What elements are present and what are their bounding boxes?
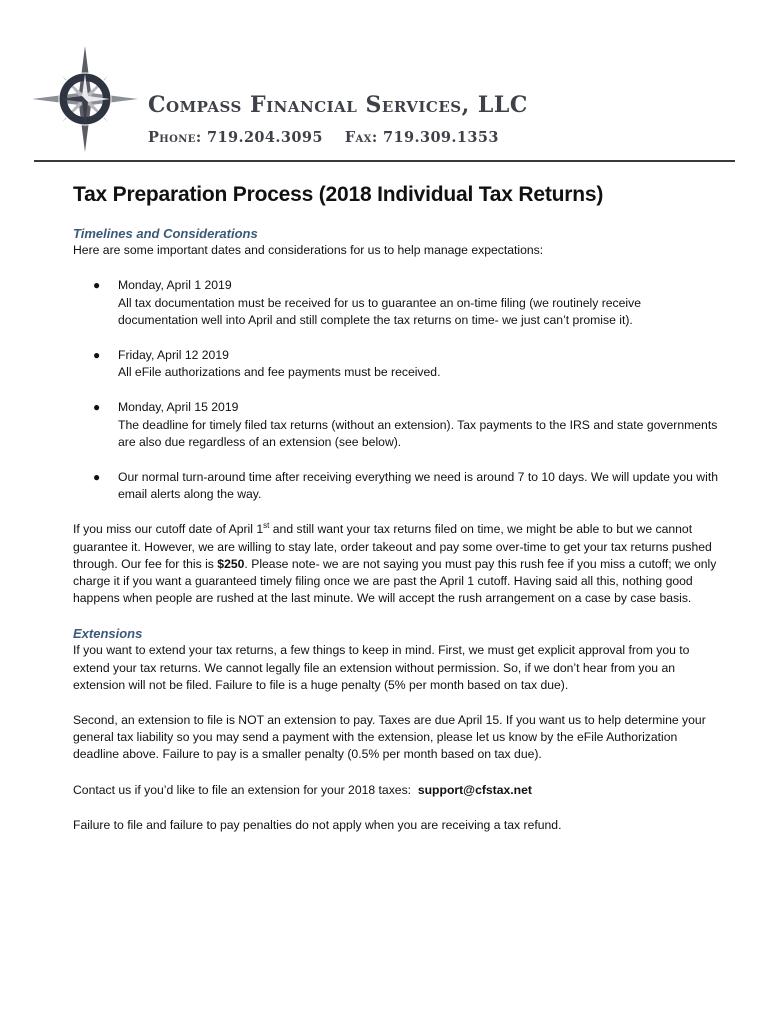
bullet-icon: ● <box>93 348 101 363</box>
phone-number: Phone: 719.204.3095 <box>148 129 323 146</box>
timelines-heading: Timelines and Considerations <box>73 226 258 242</box>
item-date: Monday, April 1 2019 <box>118 278 232 293</box>
item-text: Our normal turn-around time after receiving everything we need is around 7 to 10 days. We will update you with email alerts along the way. <box>118 470 718 502</box>
ordinal-suffix: st <box>263 521 270 531</box>
bullet-icon: ● <box>93 470 101 485</box>
bullet-icon: ● <box>93 278 101 293</box>
fax-number: Fax: 719.309.1353 <box>344 129 499 146</box>
extensions-heading: Extensions <box>73 626 143 642</box>
page-title: Tax Preparation Process (2018 Individual Tax Returns) <box>73 183 604 206</box>
bullet-icon: ● <box>93 400 101 415</box>
letterhead <box>30 44 740 164</box>
rush-fee: $250 <box>217 556 245 571</box>
cutoff-text-2: and still want your tax returns filed on time, we might be able to but we cannot guarantee it. However, we are willing to stay late, order takeout and pay some over-time to get your tax returns pushed through. Our fee for this is <box>73 522 712 571</box>
compass-logo-icon <box>30 44 140 154</box>
cutoff-paragraph <box>73 521 719 607</box>
list-item <box>73 277 719 329</box>
list-item <box>73 469 719 503</box>
header-divider <box>34 160 735 162</box>
deadline-list <box>73 277 719 503</box>
timelines-intro: Here are some important dates and considerations for us to help manage expectations: <box>73 243 544 258</box>
extensions-paragraph-2: Second, an extension to file is NOT an extension to pay. Taxes are due April 15. If you want us to help determine your general tax liability so you may send a payment with the extension, please let us know by the eFile Authorization deadline above. Failure to pay is a smaller penalty (0.5% per month based on tax due). <box>73 713 706 762</box>
item-text: The deadline for timely filed tax returns (without an extension). Tax payments to the IRS and state governments are also due regardless of an extension (see below). <box>118 417 718 449</box>
cutoff-text-1: If you miss our cutoff date of April 1 <box>73 522 264 537</box>
item-date: Monday, April 15 2019 <box>118 400 239 415</box>
contact-line <box>148 129 521 146</box>
extensions-paragraph-4: Failure to file and failure to pay penalties do not apply when you are receiving a tax refund. <box>73 817 562 832</box>
list-item <box>73 347 719 381</box>
contact-text: Contact us if you’d like to file an extension for your 2018 taxes: <box>73 782 418 797</box>
support-email: support@cfstax.net <box>417 782 532 797</box>
list-item <box>73 399 719 451</box>
document-body <box>73 183 719 852</box>
item-text: All eFile authorizations and fee payments must be received. <box>118 365 441 380</box>
item-text: All tax documentation must be received for us to guarantee an on-time filing (we routinely receive documentation well into April and still complete the tax returns on time- we just can’t promise it). <box>118 295 641 327</box>
cutoff-text-3: . Please note- we are not saying you must pay this rush fee if you miss a cutoff; we only charge it if you want a guaranteed timely filing once we are past the April 1 cutoff. Having said all this, nothing good happens when people are rushed at the last minute. We will accept the rush arrangement on a case by case basis. <box>73 556 717 606</box>
contact-paragraph <box>73 782 719 799</box>
company-name: Compass Financial Services, LLC <box>148 92 528 118</box>
item-date: Friday, April 12 2019 <box>118 348 229 363</box>
extensions-paragraph-1: If you want to extend your tax returns, a few things to keep in mind. First, we must get explicit approval from you to extend your tax returns. We cannot legally file an extension without permission. So, if we don’t hear from you an extension will not be filed. Failure to file is a huge penalty (5% per month based on tax due). <box>73 643 690 692</box>
